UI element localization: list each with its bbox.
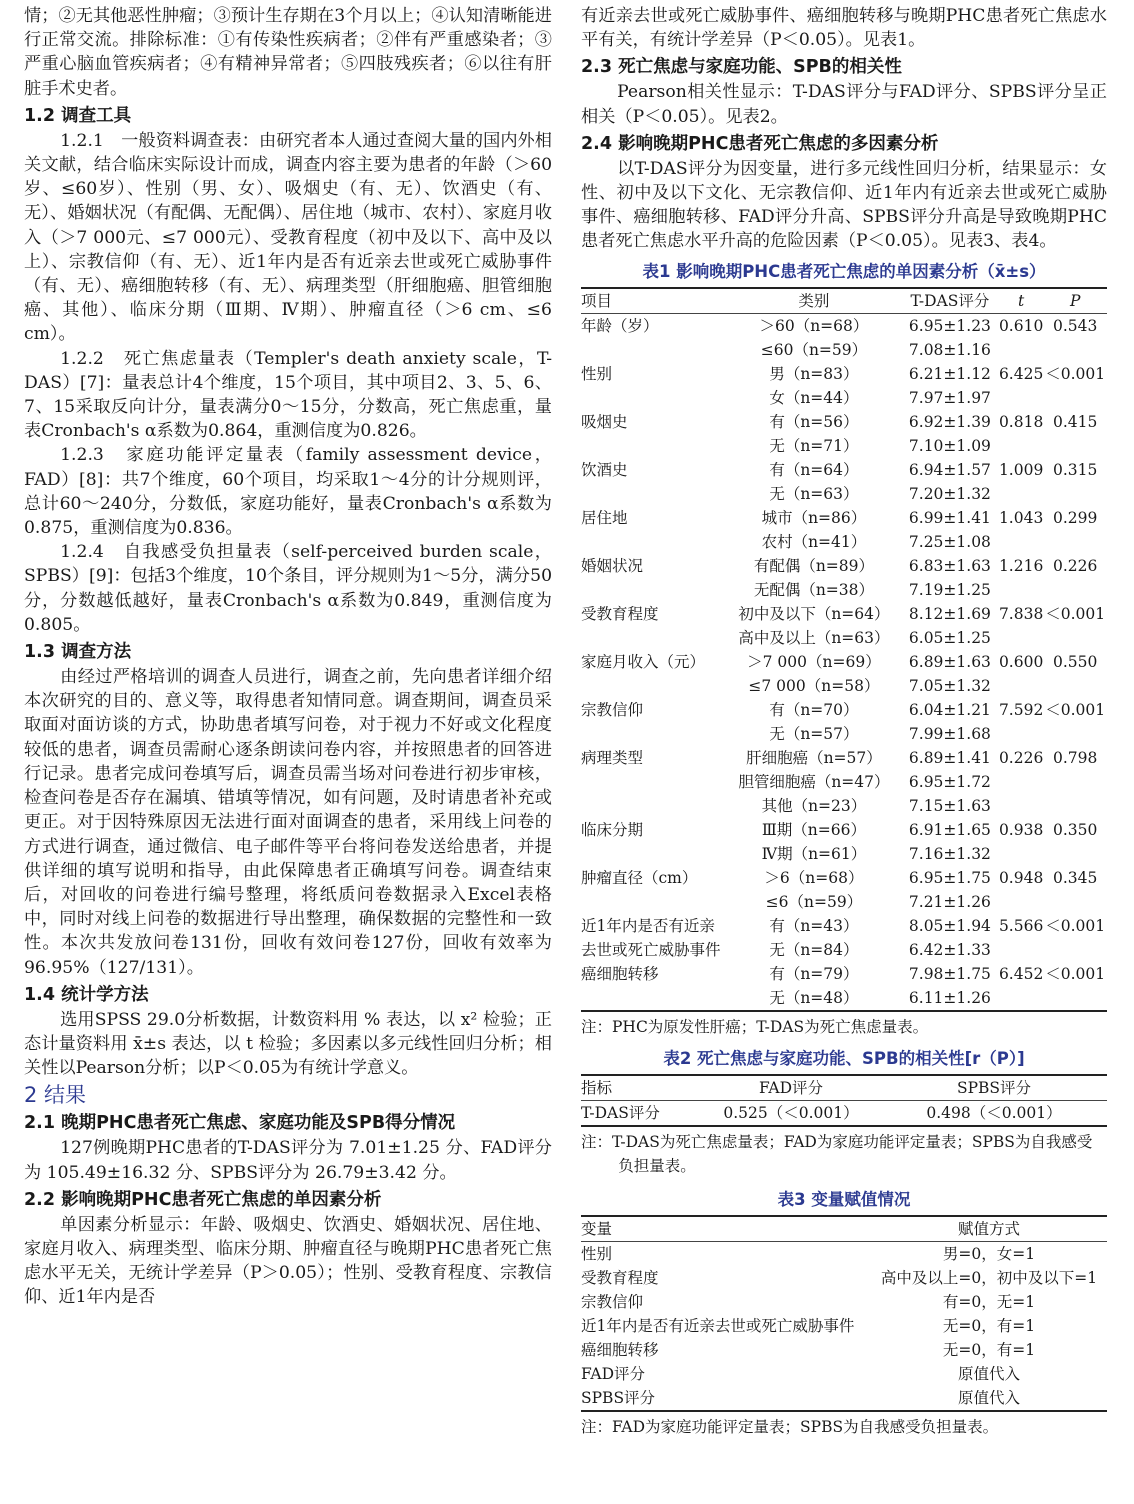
table1-cell: 病理类型: [581, 748, 644, 767]
table1-cell: [1043, 338, 1107, 362]
table3-header: 变量: [581, 1216, 871, 1242]
table1-cell: 7.21±1.26: [908, 892, 991, 911]
table-row: [581, 602, 1107, 626]
table1-cell: 0.345: [1052, 868, 1098, 887]
table1-cell: [999, 386, 1043, 410]
table-row: [581, 1362, 1107, 1386]
table1-cell: 有配偶（n=89）: [753, 556, 875, 575]
table1-cell: 7.16±1.32: [908, 844, 991, 863]
table-row: [581, 746, 1107, 770]
table1-cell: 家庭月收入（元）: [581, 652, 706, 671]
table1-cell: 年龄（岁）: [581, 316, 659, 335]
paragraph-inclusion-exclusion: 情；②无其他恶性肿瘤；③预计生存期在3个月以上；④认知清晰能进行正常交流。排除标准：①有传染性疾病者；②伴有严重感染者；③严重心脑血管疾病者；④有精神异常者；⑤四肢残疾者；⑥以往有肝脏手术史者。: [24, 6, 552, 99]
table-row: [581, 1338, 1107, 1362]
heading-2-1: 2.1 晚期PHC患者死亡焦虑、家庭功能及SPB得分情况: [24, 1113, 456, 1134]
table1-note: 注：PHC为原发性肝癌；T-DAS为死亡焦虑量表。: [581, 1017, 929, 1036]
table1-cell: 7.98±1.75: [908, 964, 991, 983]
table1-cell: 高中及以上（n=63）: [738, 628, 890, 647]
table1-cell: ≤60（n=59）: [760, 340, 868, 359]
table1-cell: 6.04±1.21: [908, 700, 991, 719]
table1-cell: [581, 794, 727, 818]
table1-cell: [999, 770, 1043, 794]
table1-cell: [1043, 530, 1107, 554]
table1-cell: 6.92±1.39: [908, 412, 991, 431]
table-row: [581, 818, 1107, 842]
table1-cell: 宗教信仰: [581, 700, 644, 719]
table1-cell: [999, 338, 1043, 362]
table1-cell: 婚姻状况: [581, 556, 644, 575]
table-row: [581, 674, 1107, 698]
table1-header-row: [581, 288, 1107, 314]
table1-cell: 去世或死亡威胁事件: [581, 940, 721, 959]
table1-cell: 癌细胞转移: [581, 964, 659, 983]
table1-cell: 6.95±1.23: [908, 316, 991, 335]
table1-cell: Ⅲ期（n=66）: [761, 820, 867, 839]
table1-cell: 初中及以下（n=64）: [738, 604, 890, 623]
table3-cell: 高中及以上=0，初中及以下=1: [880, 1268, 1098, 1287]
table1-cell: [1043, 578, 1107, 602]
table1-cell: [999, 626, 1043, 650]
heading-1-3: 1.3 调查方法: [24, 642, 132, 663]
heading-2-results: 2 结果: [24, 1083, 87, 1108]
table3-title: 表3 变量赋值情况: [777, 1189, 911, 1209]
table1-cell: 受教育程度: [581, 604, 659, 623]
table1-cell: 肿瘤直径（cm）: [581, 868, 698, 887]
table3-cell: 原值代入: [957, 1364, 1020, 1383]
table1-cell: 6.42±1.33: [908, 940, 991, 959]
table1-cell: 7.10±1.09: [908, 436, 991, 455]
table1-cell: 6.425: [998, 364, 1044, 383]
table1-cell: [999, 482, 1043, 506]
table1-cell: 6.11±1.26: [901, 986, 999, 1011]
table1-cell: 女（n=44）: [769, 388, 859, 407]
heading-1-4: 1.4 统计学方法: [24, 984, 149, 1005]
table1-cell: 6.94±1.57: [908, 460, 991, 479]
table1-cell: 6.99±1.41: [908, 508, 991, 527]
table1-cell: ＞6（n=68）: [764, 868, 864, 887]
table-row: [581, 938, 1107, 962]
table1-cell: 饮酒史: [581, 460, 628, 479]
table1-cell: [999, 722, 1043, 746]
table1-cell: 有（n=56）: [769, 412, 859, 431]
table1-cell: 0.315: [1052, 460, 1098, 479]
table1-cell: ＜0.001: [1045, 604, 1106, 623]
table1-header: T-DAS评分: [901, 288, 999, 314]
table1-cell: [1043, 794, 1107, 818]
table2-header: FAD评分: [701, 1075, 881, 1101]
table1-cell: [581, 674, 727, 698]
table1-cell: 0.299: [1052, 508, 1098, 527]
table1-cell: [581, 434, 727, 458]
table3-cell: 有=0，无=1: [942, 1292, 1036, 1311]
table1: [581, 287, 1107, 1012]
table1-cell: 居住地: [581, 508, 628, 527]
table-row: [581, 313, 1107, 338]
table1-cell: 有（n=43）: [769, 916, 859, 935]
table-row: [581, 578, 1107, 602]
table1-cell: [999, 938, 1043, 962]
table1-cell: 7.97±1.97: [908, 388, 991, 407]
table1-cell: 无（n=71）: [769, 436, 859, 455]
table1-header: t: [999, 288, 1043, 314]
table-row: [581, 626, 1107, 650]
table1-cell: 无配偶（n=38）: [753, 580, 875, 599]
table1-cell: 7.05±1.32: [908, 676, 991, 695]
table3-cell: 癌细胞转移: [581, 1340, 659, 1359]
heading-2-4: 2.4 影响晚期PHC患者死亡焦虑的多因素分析: [581, 133, 939, 154]
table1-cell: [999, 986, 1043, 1011]
table1-title: 表1 影响晚期PHC患者死亡焦虑的单因素分析（x̄±s）: [642, 261, 1046, 281]
table2-note: 注：T-DAS为死亡焦虑量表；FAD为家庭功能评定量表；SPBS为自我感受负担量表。: [581, 1132, 1093, 1175]
table1-cell: 0.226: [1052, 556, 1098, 575]
paragraph-2-2-cont: 有近亲去世或死亡威胁事件、癌细胞转移与晚期PHC患者死亡焦虑水平有关，有统计学差异（P＜0.05）。见表1。: [581, 6, 1107, 51]
table-row: [581, 1290, 1107, 1314]
table1-cell: ≤6（n=59）: [765, 892, 863, 911]
table-row: [581, 1266, 1107, 1290]
table-row: [581, 1100, 1107, 1126]
table1-cell: [581, 386, 727, 410]
paragraph-1-2-3: 1.2.3 家庭功能评定量表（family assessment device，FAD）[8]：共7个维度，60个项目，均采取1～4分的计分规则评，总计60～240分，分数低，家庭功能好，量表Cronbach's α系数为0.875，重测信度为0.836。: [24, 445, 552, 539]
table-row: [581, 482, 1107, 506]
table1-cell: 6.91±1.65: [908, 820, 991, 839]
table1-cell: [581, 842, 727, 866]
table1-cell: 0.550: [1052, 652, 1098, 671]
table1-cell: 7.19±1.25: [908, 580, 991, 599]
table1-cell: 6.95±1.72: [908, 772, 991, 791]
table1-cell: 胆管细胞癌（n=47）: [738, 772, 890, 791]
table3-header-row: [581, 1216, 1107, 1242]
table1-cell: [1043, 626, 1107, 650]
table1-cell: [1043, 890, 1107, 914]
table-row: [581, 458, 1107, 482]
table1-cell: 7.838: [998, 604, 1044, 623]
table1-cell: ＜0.001: [1045, 700, 1106, 719]
table1-cell: 无（n=84）: [769, 940, 859, 959]
table1-cell: 其他（n=23）: [761, 796, 867, 815]
table1-cell: 6.21±1.12: [908, 364, 991, 383]
table1-cell: 男（n=83）: [769, 364, 859, 383]
table1-cell: 0.350: [1052, 820, 1098, 839]
table3: [581, 1215, 1107, 1412]
table1-cell: 有（n=70）: [769, 700, 859, 719]
table1-cell: 5.566: [998, 916, 1044, 935]
table-row: [581, 362, 1107, 386]
table-row: [581, 434, 1107, 458]
paragraph-2-2: 单因素分析显示：年龄、吸烟史、饮酒史、婚姻状况、居住地、家庭月收入、病理类型、临床分期、肿瘤直径与晚期PHC患者死亡焦虑水平无关，无统计学差异（P＞0.05）；性别、受教育程度、宗教信仰、近1年内是否: [24, 1214, 552, 1308]
table-row: [581, 650, 1107, 674]
table-row: [581, 842, 1107, 866]
table-row: [581, 890, 1107, 914]
table3-cell: 男=0，女=1: [942, 1244, 1036, 1263]
table-row: [581, 506, 1107, 530]
table1-cell: 7.25±1.08: [908, 532, 991, 551]
paragraph-1-4: 选用SPSS 29.0分析数据，计数资料用 % 表达，以 x² 检验；正态计量资料用 x̄±s 表达，以 t 检验；多因素以多元线性回归分析；相关性以Pearson分析；以P＜0.05为有统计学意义。: [24, 1009, 552, 1079]
table1-cell: 临床分期: [581, 820, 644, 839]
table1-cell: Ⅳ期（n=61）: [761, 844, 867, 863]
table1-cell: [1043, 482, 1107, 506]
paragraph-2-4: 以T-DAS评分为因变量，进行多元线性回归分析，结果显示：女性、初中及以下文化、无宗教信仰、近1年内有近亲去世或死亡威胁事件、癌细胞转移、FAD评分升高、SPBS评分升高是导致晚期PHC患者死亡焦虑水平升高的危险因素（P＜0.05）。见表3、表4。: [581, 158, 1107, 252]
table1-cell: [999, 434, 1043, 458]
table1-cell: 6.89±1.41: [908, 748, 991, 767]
table1-header: P: [1043, 288, 1107, 314]
table1-cell: 0.948: [998, 868, 1044, 887]
table1-cell: [581, 482, 727, 506]
table3-header: 赋值方式: [871, 1216, 1107, 1242]
table1-cell: ≤7 000（n=58）: [748, 676, 880, 695]
table1-cell: 7.592: [998, 700, 1044, 719]
table-row: [581, 386, 1107, 410]
table1-cell: 近1年内是否有近亲: [581, 916, 715, 935]
table2-cell: T-DAS评分: [581, 1100, 701, 1126]
table1-cell: 6.89±1.63: [908, 652, 991, 671]
table1-cell: [999, 578, 1043, 602]
table1-cell: 1.216: [998, 556, 1044, 575]
table1-cell: [1043, 938, 1107, 962]
table-row: [581, 410, 1107, 434]
table1-cell: 6.83±1.63: [908, 556, 991, 575]
table1-cell: 0.610: [998, 316, 1044, 335]
heading-2-3: 2.3 死亡焦虑与家庭功能、SPB的相关性: [581, 57, 902, 78]
table1-cell: ＞60（n=68）: [759, 316, 869, 335]
table1-cell: 0.798: [1052, 748, 1098, 767]
heading-1-2: 1.2 调查工具: [24, 105, 132, 126]
table1-cell: [1043, 434, 1107, 458]
table3-note: 注：FAD为家庭功能评定量表；SPBS为自我感受负担量表。: [581, 1417, 999, 1436]
table1-cell: 6.95±1.75: [908, 868, 991, 887]
paragraph-1-3: 由经过严格培训的调查人员进行，调查之前，先向患者详细介绍本次研究的目的、意义等，取得患者知情同意。调查期间，调查员采取面对面访谈的方式，协助患者填写问卷，对于视力不好或文化程度较低的患者，调查员需耐心逐条朗读问卷内容，并按照患者的回答进行记录。患者完成问卷填写后，调查员需当场对问卷进行初步审核，检查问卷是否存在漏填、错填等情况，如有问题，及时请患者补充或更正。对于因特殊原因无法进行面对面调查的患者，采用线上问卷的方式进行调查，通过微信、电子邮件等平台将问卷发送给患者，并提供详细的填写说明和指导，由此保障患者正确填写问卷。调查结束后，对回收的问卷进行编号整理，将纸质问卷数据录入Excel表格中，同时对线上问卷的数据进行导出整理，确保数据的完整性和一致性。本次共发放问卷131份，回收有效问卷127份，回收有效率为96.95%（127/131）。: [24, 667, 552, 978]
table3-cell: 无=0，有=1: [942, 1316, 1036, 1335]
table1-cell: ＞7 000（n=69）: [747, 652, 881, 671]
table1-cell: 有（n=79）: [769, 964, 859, 983]
table1-cell: 性别: [581, 364, 613, 383]
table2-cell: 0.498（＜0.001）: [881, 1100, 1107, 1126]
table1-cell: [1043, 770, 1107, 794]
table1-cell: 8.12±1.69: [908, 604, 991, 623]
table1-cell: [581, 890, 727, 914]
table1-cell: 0.818: [998, 412, 1044, 431]
table1-cell: [581, 722, 727, 746]
table1-cell: 无（n=48）: [727, 986, 901, 1011]
table-row: [581, 722, 1107, 746]
table2-cell: 0.525（＜0.001）: [701, 1100, 881, 1126]
table-row: [581, 962, 1107, 986]
table1-cell: 1.043: [998, 508, 1044, 527]
heading-2-2: 2.2 影响晚期PHC患者死亡焦虑的单因素分析: [24, 1189, 382, 1210]
table1-cell: [581, 626, 727, 650]
table1-cell: ＜0.001: [1045, 364, 1106, 383]
table1-cell: [1043, 722, 1107, 746]
table1-cell: 8.05±1.94: [908, 916, 991, 935]
table1-cell: [581, 770, 727, 794]
table-row: [581, 794, 1107, 818]
table-row: [581, 986, 1107, 1011]
table1-cell: [581, 338, 727, 362]
table1-cell: 无（n=63）: [769, 484, 859, 503]
table2-title: 表2 死亡焦虑与家庭功能、SPB的相关性[r（P）]: [663, 1048, 1025, 1068]
paragraph-1-2-2: 1.2.2 死亡焦虑量表（Templer's death anxiety scale，T-DAS）[7]：量表总计4个维度，15个项目，其中项目2、3、5、6、7、15采取反向计分，量表满分0～15分，分数高，死亡焦虑重，量表Cronbach's α系数为0.864，重测信度为0.826。: [24, 348, 552, 442]
table1-cell: ＜0.001: [1045, 916, 1106, 935]
table1-cell: 0.226: [998, 748, 1044, 767]
table1-cell: [1043, 674, 1107, 698]
paragraph-1-2-1: 1.2.1 一般资料调查表：由研究者本人通过查阅大量的国内外相关文献，结合临床实际设计而成，调查内容主要为患者的年龄（＞60岁、≤60岁）、性别（男、女）、吸烟史（有、无）、饮酒史（有、无）、婚姻状况（有配偶、无配偶）、居住地（城市、农村）、家庭月收入（＞7 000元、≤7 000元）、受教育程度（初中及以下、高中及以上）、宗教信仰（有、无）、近1年内是否有近亲去世或死亡威胁事件（有、无）、癌细胞转移（有、无）、病理类型（肝细胞癌、胆管细胞癌、其他）、临床分期（Ⅲ期、Ⅳ期）、肿瘤直径（＞6 cm、≤6 cm）。: [24, 130, 552, 345]
table-row: [581, 1386, 1107, 1411]
table1-cell: 0.600: [998, 652, 1044, 671]
table1-cell: [999, 674, 1043, 698]
table-row: [581, 914, 1107, 938]
table1-cell: [581, 578, 727, 602]
paragraph-1-2-4: 1.2.4 自我感受负担量表（self-perceived burden scale，SPBS）[9]：包括3个维度，10个条目，评分规则为1～5分，满分50分，分数越低越好，量表Cronbach's α系数为0.849，重测信度为0.805。: [24, 542, 552, 635]
table1-cell: [581, 530, 727, 554]
table3-cell: SPBS评分: [581, 1386, 871, 1411]
table1-header: 类别: [727, 288, 901, 314]
table1-cell: ＜0.001: [1045, 964, 1106, 983]
table1-cell: 农村（n=41）: [761, 532, 867, 551]
table1-cell: [1043, 842, 1107, 866]
table1-cell: [999, 890, 1043, 914]
table-row: [581, 1241, 1107, 1266]
table3-cell: 宗教信仰: [581, 1292, 644, 1311]
right-column: [581, 4, 1107, 1439]
table1-cell: 0.415: [1052, 412, 1098, 431]
table1-cell: [999, 842, 1043, 866]
table1-cell: 6.05±1.25: [908, 628, 991, 647]
table1-cell: 城市（n=86）: [761, 508, 867, 527]
table1-cell: 吸烟史: [581, 412, 628, 431]
table2-header: SPBS评分: [881, 1075, 1107, 1101]
table-row: [581, 866, 1107, 890]
table1-cell: 有（n=64）: [769, 460, 859, 479]
table3-cell: 原值代入: [871, 1386, 1107, 1411]
table-row: [581, 698, 1107, 722]
table-row: [581, 338, 1107, 362]
table1-cell: 7.08±1.16: [908, 340, 991, 359]
table1-cell: 0.543: [1052, 316, 1098, 335]
table1-header: 项目: [581, 288, 727, 314]
table-row: [581, 1314, 1107, 1338]
left-column: [24, 4, 552, 1310]
table2-header-row: [581, 1075, 1107, 1101]
table1-cell: 0.938: [998, 820, 1044, 839]
table1-cell: [999, 794, 1043, 818]
table1-cell: 肝细胞癌（n=57）: [746, 748, 882, 767]
paragraph-2-3: Pearson相关性显示：T-DAS评分与FAD评分、SPBS评分呈正相关（P＜0.05）。见表2。: [581, 82, 1107, 127]
table1-cell: 1.009: [998, 460, 1044, 479]
table2-header: 指标: [581, 1075, 701, 1101]
table1-cell: 7.99±1.68: [908, 724, 991, 743]
table3-cell: 无=0，有=1: [942, 1340, 1036, 1359]
table1-cell: [581, 986, 727, 1011]
table1-cell: 7.15±1.63: [908, 796, 991, 815]
table1-cell: 6.452: [998, 964, 1044, 983]
table1-cell: 7.20±1.32: [908, 484, 991, 503]
table1-cell: [999, 530, 1043, 554]
table3-cell: 近1年内是否有近亲去世或死亡威胁事件: [581, 1316, 855, 1335]
table1-cell: [1043, 986, 1107, 1011]
table1-cell: 无（n=57）: [769, 724, 859, 743]
table3-cell: 受教育程度: [581, 1268, 659, 1287]
table-row: [581, 530, 1107, 554]
paragraph-2-1: 127例晚期PHC患者的T-DAS评分为 7.01±1.25 分、FAD评分为 105.49±16.32 分、SPBS评分为 26.79±3.42 分。: [24, 1138, 552, 1183]
table3-cell: FAD评分: [581, 1364, 646, 1383]
table-row: [581, 770, 1107, 794]
table2: [581, 1074, 1107, 1127]
table-row: [581, 554, 1107, 578]
table1-cell: [1043, 386, 1107, 410]
table3-cell: 性别: [581, 1244, 613, 1263]
